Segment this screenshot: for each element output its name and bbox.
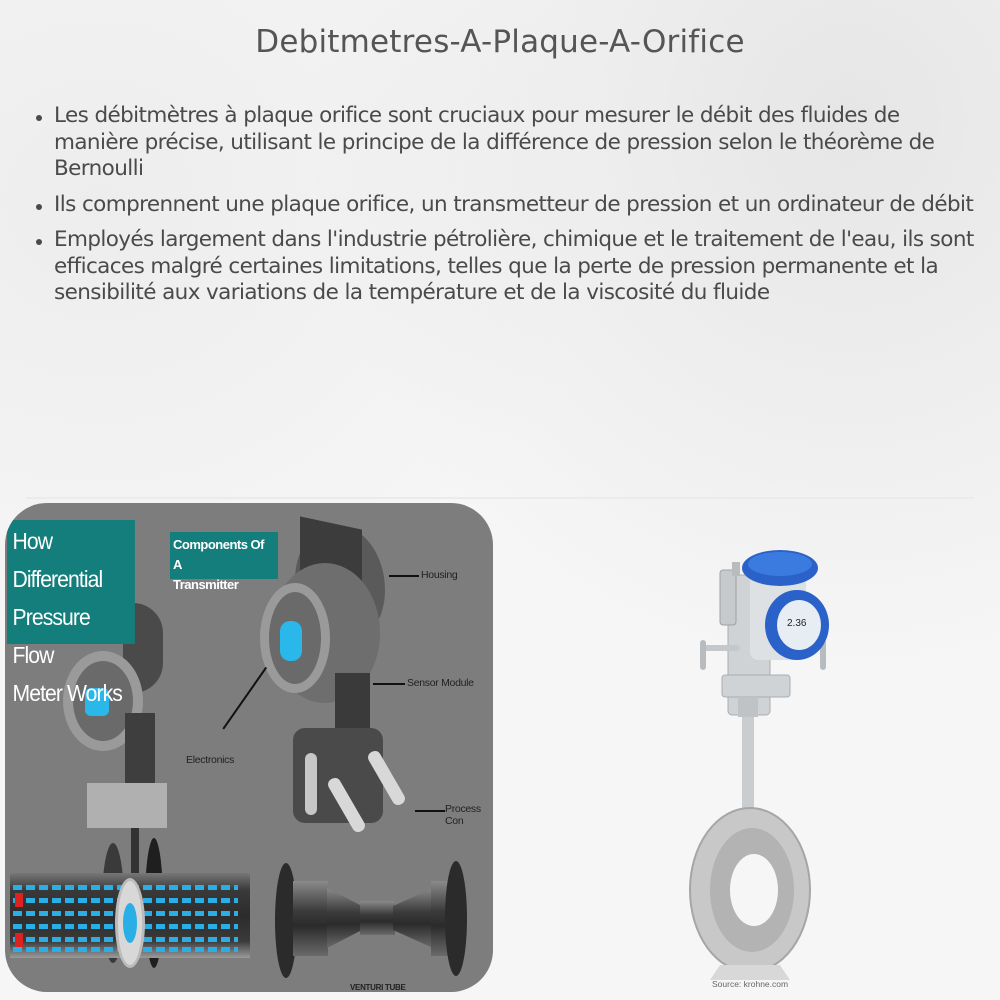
- bullet-list: [34, 103, 974, 316]
- subheading-line: Components Of A: [173, 537, 264, 572]
- heading-line: Meter Works: [12, 680, 122, 706]
- venturi-inlet: [293, 881, 328, 956]
- diagram-heading: [7, 520, 135, 706]
- housing-leader-line: [389, 575, 419, 577]
- process-con-leader-line: [415, 810, 445, 812]
- heading-line: Pressure Flow: [12, 604, 90, 668]
- svg-text:2.36: 2.36: [787, 618, 807, 629]
- label-venturi-tube: VENTURI TUBE: [350, 983, 406, 992]
- bullet-item: [34, 227, 974, 307]
- label-housing: Housing: [421, 569, 458, 581]
- section-divider: [26, 497, 974, 499]
- high-pressure-tap-icon: [15, 893, 23, 907]
- venturi-converging-cone: [327, 888, 362, 948]
- bullet-item: [34, 103, 974, 183]
- bullet-text: Ils comprennent une plaque orifice, un transmetteur de pression et un ordinateur de débit: [54, 191, 974, 217]
- label-electronics: Electronics: [186, 754, 235, 766]
- heading-line: How Differential: [12, 528, 103, 592]
- bullet-dot-icon: [36, 115, 42, 121]
- flange-slot: [305, 753, 317, 815]
- left-mount-bracket: [87, 783, 167, 828]
- venturi-diverging-cone: [393, 888, 433, 948]
- bullet-item: [34, 192, 974, 219]
- bullet-text: Les débitmètres à plaque orifice sont cruciaux pour mesurer le débit des fluides de manière précise, utilisant le principe de la différence de pression selon le théorème de Bernoulli: [54, 103, 935, 181]
- orifice-opening: [123, 903, 137, 943]
- image-source-caption: Source: krohne.com: [712, 979, 789, 989]
- label-sensor-module: Sensor Module: [407, 677, 474, 689]
- bullet-text: Employés largement dans l'industrie pétrolière, chimique et le traitement de l'eau, ils sont efficaces malgré certaines limitations, telles que la perte de pression permanente et la sensibilité aux variations de la température et de la viscosité du fluide: [54, 227, 974, 305]
- venturi-flange-right: [445, 861, 467, 976]
- orifice-flowmeter-photo: [640, 540, 860, 1000]
- bullet-dot-icon: [36, 204, 42, 210]
- dp-flow-meter-diagram: [5, 503, 493, 992]
- diagram-subheading: [170, 532, 278, 592]
- electronics-leader-line: [222, 667, 266, 729]
- low-pressure-tap-icon: [15, 933, 23, 947]
- bullet-dot-icon: [36, 239, 42, 245]
- venturi-throat: [360, 901, 395, 935]
- orifice-flowmeter-illustration: [640, 540, 860, 980]
- sensor-leader-line: [373, 683, 405, 685]
- label-process-con: Process Con: [445, 803, 481, 827]
- transmitter-screen: [280, 621, 302, 661]
- page-title: Debitmetres-A-Plaque-A-Orifice: [255, 24, 745, 60]
- subheading-line: Transmitter: [173, 577, 239, 592]
